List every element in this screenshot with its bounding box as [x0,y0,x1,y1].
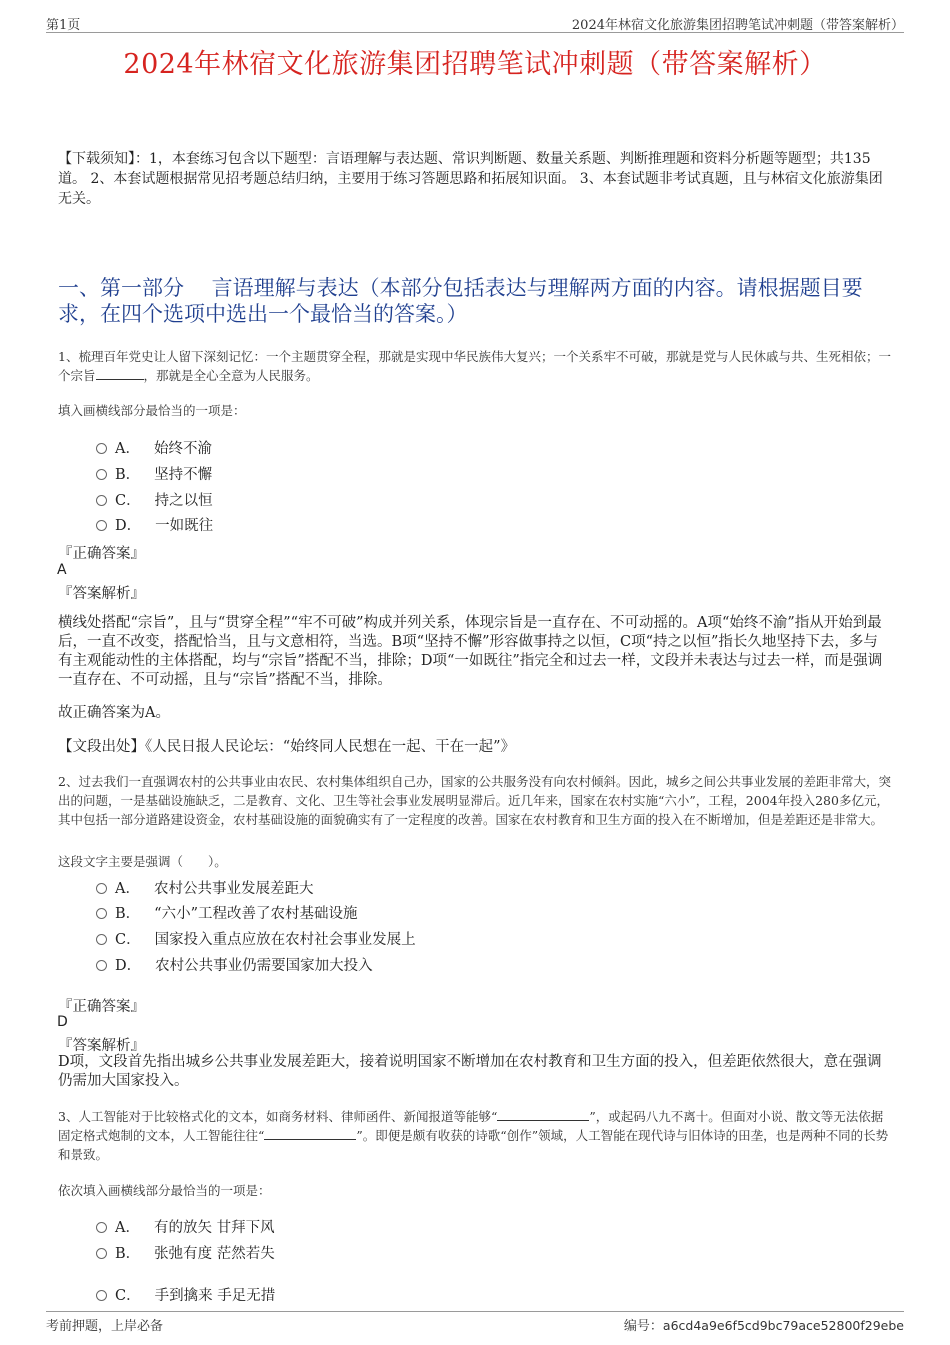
q2-option-c[interactable]: C． 国家投入重点应放在农村社会事业发展上 [96,928,416,949]
radio-icon[interactable] [96,908,107,919]
radio-icon[interactable] [96,1290,107,1301]
radio-icon[interactable] [96,1222,107,1233]
q2-option-d[interactable]: D． 农村公共事业仍需要国家加大投入 [96,954,373,975]
q1-prompt: 填入画横线部分最恰当的一项是： [58,403,246,418]
q1-stem: 1、梳理百年党史让人留下深刻记忆：一个主题贯穿全程，那就是实现中华民族伟大复兴；一个关系牢不可破，那就是党与人民休戚与共、生死相依；一个宗旨 ，那就是全心全意为人民服务。 [58,349,891,383]
q1-analysis-label: 『答案解析』 [58,586,145,602]
q1-option-d[interactable]: D． 一如既往 [96,514,213,535]
radio-icon[interactable] [96,520,107,531]
q2-option-b[interactable]: B． “六小”工程改善了农村基础设施 [96,902,357,923]
radio-icon[interactable] [96,960,107,971]
page-title: 2024年林宿文化旅游集团招聘笔试冲刺题（带答案解析） [123,49,827,80]
radio-icon[interactable] [96,1248,107,1259]
download-notice: 【下载须知】：1，本套练习包含以下题型：言语理解与表达题、常识判断题、数量关系题、判断推理题和资料分析题等题型；共135道。 2、本套试题根据常见招考题总结归纳，主要用于练习答题思路和拓展知识面。 3、本套试题非考试真题，且与林宿文化旅游集团无关。 [58,151,883,207]
radio-icon[interactable] [96,443,107,454]
q3-blank-1 [497,1108,589,1121]
q1-analysis: 横线处搭配“宗旨”，且与“贯穿全程”“牢不可破”构成并列关系，体现宗旨是一直存在、不可动摇的。A项“始终不渝”指从开始到最后，一直不改变，搭配恰当，且与文意相符，当选。B项“坚持不懈”形容做事持之以恒，C项“持之以恒”指长久地坚持下去，多与有主观能动性的主体搭配，均与“宗旨”搭配不当，排除；D项“一如既往”指完全和过去一样，文段并未表达与过去一样，而是强调一直存在、不可动摇，且与“宗旨”搭配不当，排除。 [58,615,883,688]
page-header [46,12,904,33]
q1-answer-label: 『正确答案』 [58,546,145,562]
q2-prompt: 这段文字主要是强调（ ）。 [58,854,227,869]
header-doc-title: 2024年林宿文化旅游集团招聘笔试冲刺题（带答案解析） [571,18,904,33]
q3-option-b[interactable]: B． 张弛有度 茫然若失 [96,1242,275,1263]
q2-stem: 2、过去我们一直强调农村的公共事业由农民、农村集体组织自己办，国家的公共服务没有向农村倾斜。因此，城乡之间公共事业发展的差距非常大，突出的问题，一是基础设施缺乏，二是教育、文化、卫生等社会事业发展明显滞后。近几年来，国家在农村实施“六小”，工程，2004年投入280多亿元，其中包括一部分道路建设资金，农村基础设施的面貌确实有了一定程度的改善。国家在农村教育和卫生方面的投入在不断增加，但是差距还是非常大。 [58,774,891,827]
q2-analysis-label: 『答案解析』 [58,1038,145,1054]
q2-answer-label: 『正确答案』 [58,999,145,1015]
q3-blank-2 [264,1127,356,1140]
q3-option-c[interactable]: C． 手到擒来 手足无措 [96,1284,275,1305]
q2-answer: D [57,1014,68,1030]
radio-icon[interactable] [96,883,107,894]
radio-icon[interactable] [96,469,107,480]
footer-slogan: 考前押题，上岸必备 [46,1319,164,1334]
q1-conclusion: 故正确答案为A。 [58,705,170,721]
q2-analysis: D项，文段首先指出城乡公共事业发展差距大，接着说明国家不断增加在农村教育和卫生方面的投入，但差距依然很大，意在强调仍需加大国家投入。 [58,1054,882,1089]
section-heading: 一、第一部分 言语理解与表达（本部分包括表达与理解两方面的内容。请根据题目要求，在四个选项中选出一个最恰当的答案。） [58,276,863,326]
q2-option-a[interactable]: A． 农村公共事业发展差距大 [96,877,313,898]
q3-stem: 3、人工智能对于比较格式化的文本，如商务材料、律师函件、新闻报道等能够“ ”，或起码八九不离十。但面对小说、散文等无法依据固定格式炮制的文本，人工智能往往“ ”。即便是颇有收获的诗歌“创作”领域，人工智能在现代诗与旧体诗的田垄，也是两种不同的长势和景致。 [58,1109,889,1162]
q1-option-b[interactable]: B． 坚持不懈 [96,463,212,484]
radio-icon[interactable] [96,934,107,945]
q3-option-a[interactable]: A． 有的放矢 甘拜下风 [96,1216,275,1237]
q1-option-c[interactable]: C． 持之以恒 [96,489,213,510]
q1-source: 【文段出处】《人民日报人民论坛：“始终同人民想在一起、干在一起”》 [58,739,516,755]
document-code: 编号：a6cd4a9e6f5cd9bc79ace52800f29ebe [623,1318,904,1334]
q1-blank [96,367,144,380]
q3-prompt: 依次填入画横线部分最恰当的一项是： [58,1183,271,1198]
page-footer [46,1311,904,1334]
page-number: 第1页 [46,18,81,33]
q1-answer: A [57,562,67,578]
radio-icon[interactable] [96,495,107,506]
q1-option-a[interactable]: A． 始终不渝 [96,437,212,458]
